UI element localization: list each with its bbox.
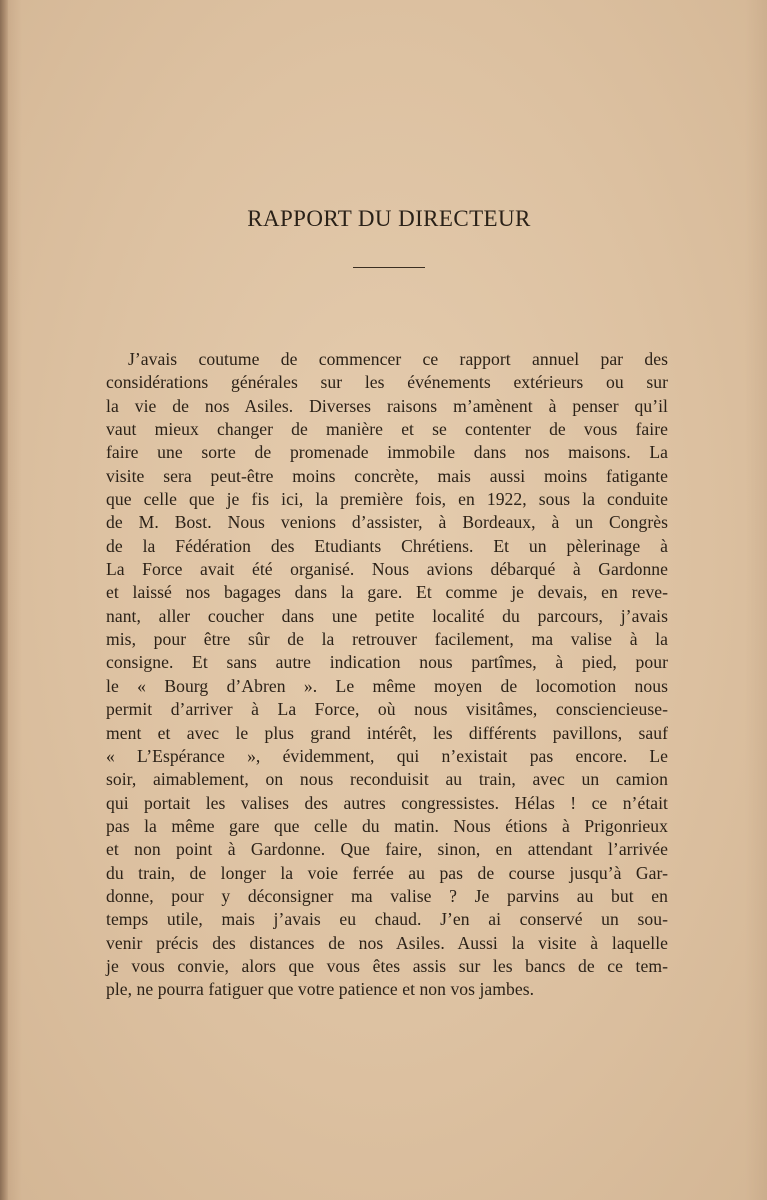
paragraph-line: La Force avait été organisé. Nous avions débarqué à Gardonne [106,559,668,580]
paragraph-line: et non point à Gardonne. Que faire, sinon, en attendant l’arrivée [106,839,668,860]
paragraph-line: J’avais coutume de commencer ce rapport annuel par des [128,349,668,369]
paragraph-line: nant, aller coucher dans une petite localité du parcours, j’avais [106,605,668,626]
paragraph-line: « L’Espérance », évidemment, qui n’existait pas encore. Le [106,745,668,766]
page-title: RAPPORT DU DIRECTEUR [247,206,531,231]
paragraph-line: visite sera peut-être moins concrète, mais aussi moins fatigante [106,465,668,486]
paragraph-line: de M. Bost. Nous venions d’assister, à Bordeaux, à un Congrès [106,512,668,533]
paragraph-line: et laissé nos bagages dans la gare. Et comme je devais, en reve- [106,582,668,603]
paragraph-line: de la Fédération des Etudiants Chrétiens. Et un pèlerinage à [106,535,668,556]
paragraph-line: ple, ne pourra fatiguer que votre patience et non vos jambes. [106,979,535,1000]
paragraph-line: je vous convie, alors que vous êtes assis sur les bancs de ce tem- [106,955,668,976]
title-divider [353,267,425,268]
paragraph-line: vaut mieux changer de manière et se contenter de vous faire [106,419,668,440]
paragraph-line: qui portait les valises des autres congressistes. Hélas ! ce n’était [106,792,668,813]
paragraph-line: soir, aimablement, on nous reconduisit au train, avec un camion [106,769,668,790]
paragraph-line: la vie de nos Asiles. Diverses raisons m’amènent à penser qu’il [106,395,668,416]
paragraph-line: du train, de longer la voie ferrée au pas de course jusqu’à Gar- [106,862,668,883]
paragraph-line: temps utile, mais j’avais eu chaud. J’en ai conservé un sou- [106,909,668,930]
paragraph-line: permit d’arriver à La Force, où nous visitâmes, consciencieuse- [106,699,668,720]
report-paragraph [106,348,668,1002]
paragraph-line: mis, pour être sûr de la retrouver facilement, ma valise à la [106,629,668,650]
paragraph-line: le « Bourg d’Abren ». Le même moyen de locomotion nous [106,675,668,696]
paragraph-line: consigne. Et sans autre indication nous partîmes, à pied, pour [106,652,668,673]
paragraph-line: donne, pour y déconsigner ma valise ? Je parvins au but en [106,885,668,906]
paragraph-line: que celle que je fis ici, la première fois, en 1922, sous la conduite [106,489,668,510]
paragraph-line: faire une sorte de promenade immobile dans nos maisons. La [106,442,668,463]
page-spine-shadow [0,0,8,1200]
paragraph-line: pas la même gare que celle du matin. Nous étions à Prigonrieux [106,815,668,836]
paragraph-line: considérations générales sur les événements extérieurs ou sur [106,372,668,393]
paragraph-line: venir précis des distances de nos Asiles. Aussi la visite à laquelle [106,932,668,953]
paragraph-line: ment et avec le plus grand intérêt, les différents pavillons, sauf [106,722,668,743]
